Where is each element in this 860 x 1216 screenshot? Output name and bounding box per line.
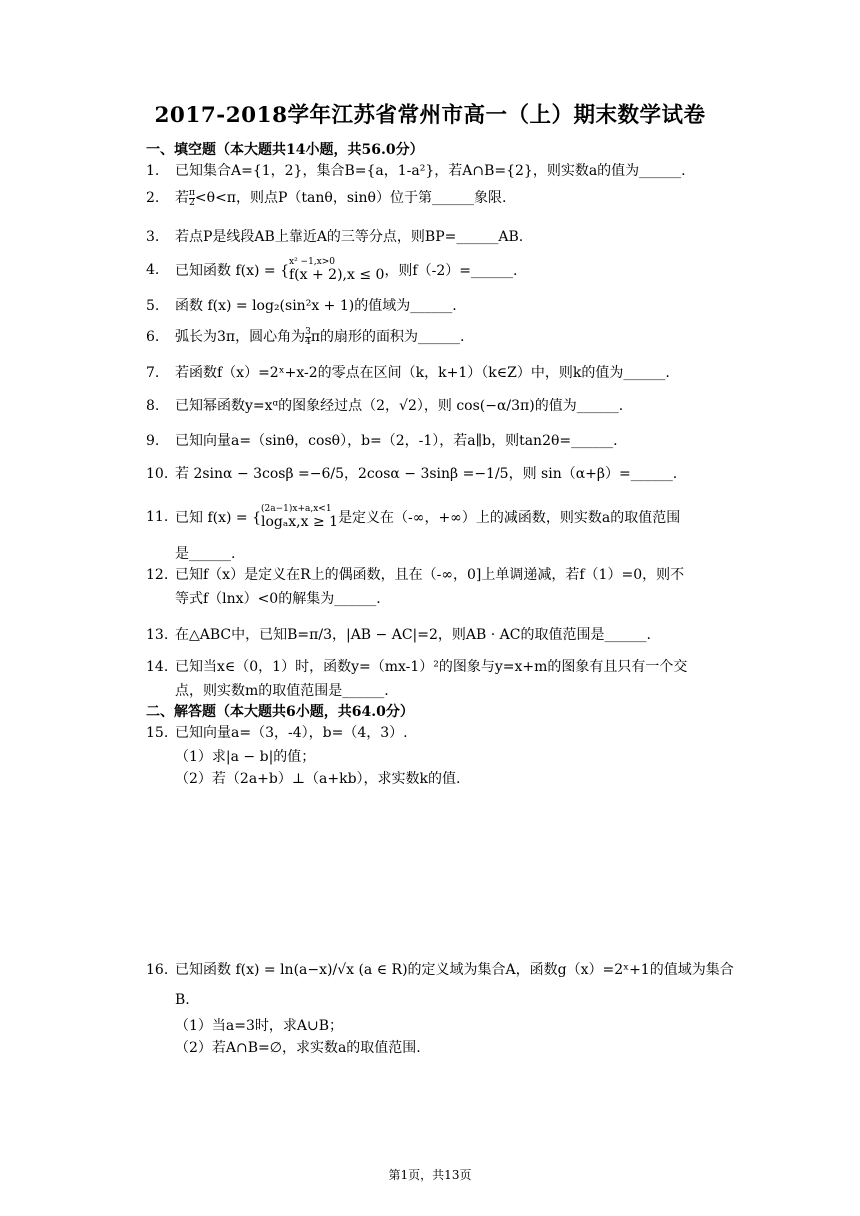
question-number: 2. [146,190,160,206]
question-number: 4. [146,262,160,278]
question-text: 若点P是线段AB上靠近A的三等分点，则BP=______AB. [175,229,524,245]
question-number: 1. [146,163,160,179]
piecewise-line-2: f(x + 2),x ≤ 0 [289,267,385,283]
piecewise-definition [289,257,384,283]
question-number: 6. [146,329,160,345]
fraction-pi-over-2: $\frac{\pi}{2}$ [189,187,195,208]
question-number: 15. [146,725,169,741]
question-text-pre: 已知 f(x) = { [175,510,261,526]
question-5 [146,295,457,315]
question-number: 8. [146,398,160,414]
question-6 [146,326,465,347]
question-text: 函数 f(x) = log₂(sin²x + 1)的值域为______. [175,298,457,314]
question-text-pre: 若 [175,190,189,206]
question-number: 14. [146,659,169,675]
question-13 [146,624,651,644]
piecewise-line-2: logₐx,x ≥ 1 [261,514,339,530]
question-number: 3. [146,229,160,245]
question-7 [146,362,670,382]
question-text-post: π的扇形的面积为______. [310,329,465,345]
question-15-part-2: （2）若（2a+b）⊥（a+kb），求实数k的值. [175,771,461,787]
question-9 [146,430,618,450]
question-12-continuation: 等式f（lnx）<0的解集为______. [175,591,381,607]
question-text: 若 2sinα − 3cosβ =−6/5，2cosα − 3sinβ =−1/5，则 sin（α+β）=______. [175,466,678,482]
section-answer-heading: 二、解答题（本大题共6小题，共64.0分） [146,704,414,720]
page-footer: 第1页，共13页 [388,1168,472,1182]
question-text-post: 是定义在（-∞，+∞）上的减函数，则实数a的取值范围 [338,510,681,526]
question-text: 已知函数 f(x) = ln(a−x)/√x (a ∈ R)的定义域为集合A，函数g（x）=2ˣ+1的值域为集合 [175,962,734,978]
question-text: 已知f（x）是定义在R上的偶函数，且在（-∞，0]上单调递减，若f（1）=0，则不 [175,567,685,583]
question-15 [146,722,408,742]
question-4 [146,257,517,283]
section-fill-in-blank-heading: 一、填空题（本大题共14小题，共56.0分） [146,142,424,158]
question-16-part-1: （1）当a=3时，求A∪B； [175,1018,344,1034]
question-text: 已知当x∈（0，1）时，函数y=（mx-1）²的图象与y=x+m的图象有且只有一个交 [175,659,688,675]
question-16 [146,959,734,979]
question-text: 在△ABC中，已知B=π/3，|AB − AC|=2，则AB · AC的取值范围是______. [175,627,651,643]
question-8 [146,395,623,415]
question-14 [146,656,687,676]
question-text-pre: 已知函数 f(x) = { [175,263,289,279]
question-number: 7. [146,365,160,381]
question-16-part-2: （2）若A∩B=∅，求实数a的取值范围. [175,1040,421,1056]
question-3 [146,226,523,246]
question-number: 10. [146,466,169,482]
question-text: 若函数f（x）=2ˣ+x-2的零点在区间（k，k+1）（k∈Z）中，则k的值为______. [175,365,670,381]
question-text: 已知向量a=（3，-4），b=（4，3）. [175,725,408,741]
fraction-3-over-4: $\frac{3}{4}$ [305,326,311,347]
question-text: 已知集合A={1，2}，集合B={a，1-a²}，若A∩B={2}，则实数a的值为______. [175,163,686,179]
question-text: 已知幂函数y=xᵅ的图象经过点（2，√2），则 cos(−α/3π)的值为______. [175,398,624,414]
question-1 [146,160,686,180]
question-11 [146,504,680,530]
question-14-continuation: 点，则实数m的取值范围是______. [175,683,389,699]
question-15-part-1: （1）求|a − b|的值； [175,749,316,765]
question-16-continuation: B. [175,992,190,1008]
question-12 [146,564,684,584]
question-number: 12. [146,567,169,583]
question-text-post: <θ<π，则点P（tanθ，sinθ）位于第______象限. [194,190,507,206]
question-number: 11. [146,509,169,525]
question-number: 16. [146,962,169,978]
question-2 [146,187,506,208]
question-text-pre: 弧长为3π，圆心角为 [175,329,306,345]
question-number: 13. [146,627,169,643]
piecewise-definition [261,504,338,530]
page-title: 2017-2018学年江苏省常州市高一（上）期末数学试卷 [154,103,706,128]
question-text-post: ，则f（-2）=______. [384,263,518,279]
piecewise-line-1: x² −1,x>0 [289,257,336,267]
question-text: 已知向量a=（sinθ，cosθ），b=（2，-1），若a∥b，则tan2θ=______. [175,433,618,449]
question-10 [146,463,677,483]
question-number: 9. [146,433,160,449]
question-11-continuation: 是______. [175,546,236,562]
question-number: 5. [146,298,160,314]
piecewise-line-1: (2a−1)x+a,x<1 [261,504,332,514]
